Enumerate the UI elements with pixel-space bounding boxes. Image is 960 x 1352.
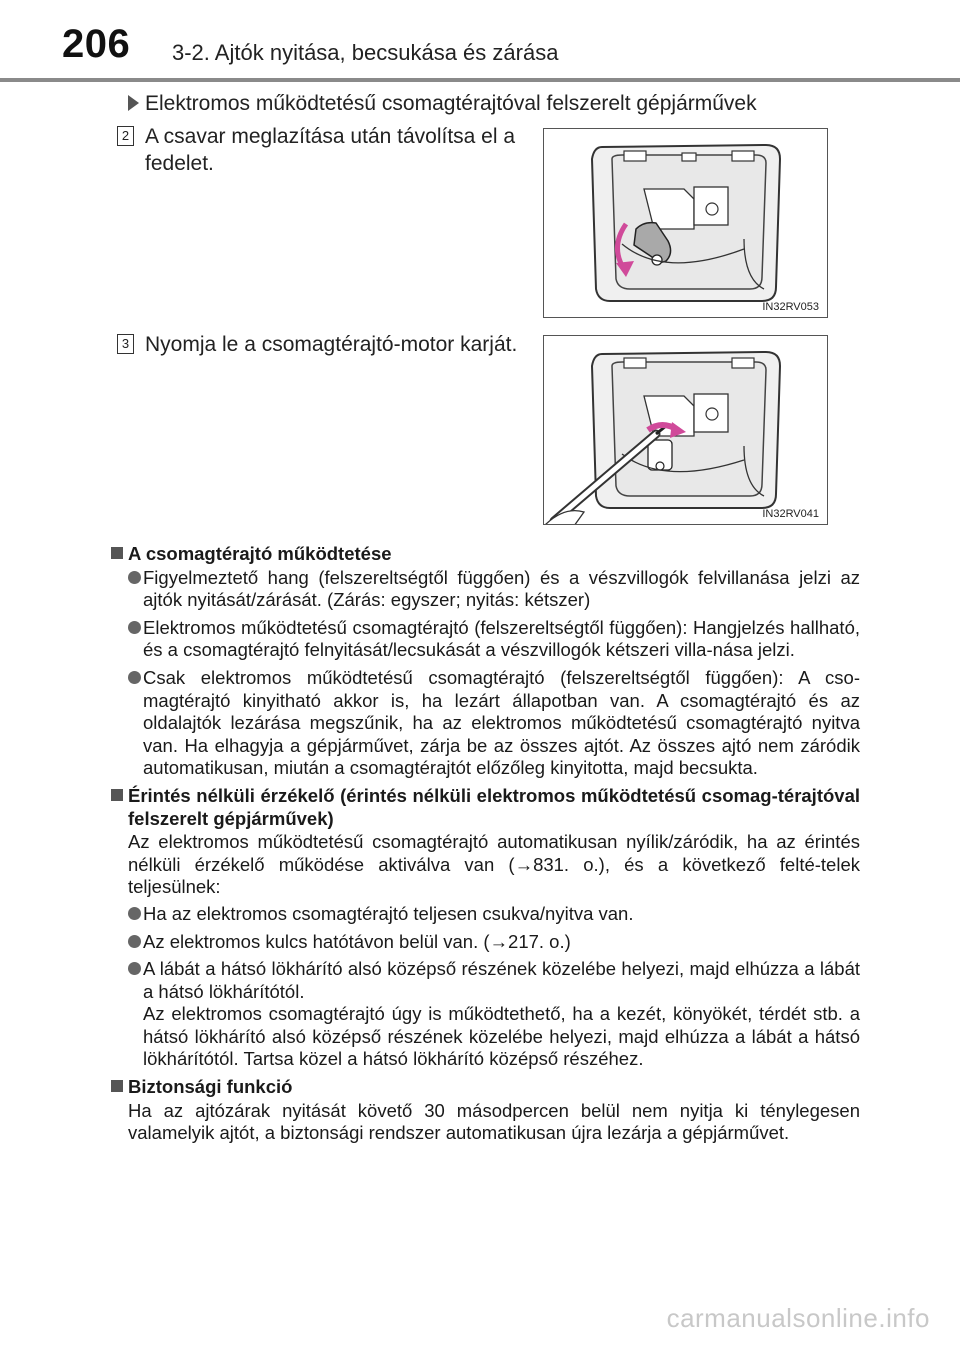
- watermark: carmanualsonline.info: [666, 1303, 930, 1333]
- figure-motor-lever: [543, 335, 828, 525]
- section-heading: Biztonsági funkció: [110, 1076, 860, 1099]
- step-number-badge: 3: [117, 334, 134, 354]
- section-heading: Érintés nélküli érzékelő (érintés nélküli elektromos működtetésű csomag-térajtóval felszerelt gépjárművek): [110, 785, 860, 830]
- bullet-item: Csak elektromos működtetésű csomagtérajtó (felszereltségtől függően): A cso-magtérajtó kinyitható akkor is, ha lezárt állapotban van. A csomagtérajtó és az oldalajtók lezárása megszűnik, ha az elektromos működtetésű csomagtérajtó nyitva van. Ha elhagyja a gépjárművet, zárja be az összes ajtót. Az összes ajtó nem záródik automatikusan, miután a csomagtérajtót előzőleg kinyitotta, majd becsukta.: [110, 667, 860, 780]
- bullet-item: Az elektromos kulcs hatótávon belül van. (→217. o.): [110, 931, 860, 954]
- square-bullet-icon: [111, 547, 123, 559]
- round-bullet-icon: [128, 907, 141, 920]
- round-bullet-icon: [128, 621, 141, 634]
- section-title: 3-2. Ajtók nyitása, becsukása és zárása: [172, 40, 559, 65]
- subheading-text: Elektromos működtetésű csomagtérajtóval felszerelt gépjárművek: [145, 92, 757, 115]
- step-text: A csavar meglazítása után távolítsa el a fedelet.: [145, 125, 516, 175]
- body-content: [110, 543, 860, 1149]
- figure-code: IN32RV053: [762, 301, 819, 313]
- figure-screw-cover: [543, 128, 828, 318]
- round-bullet-icon: [128, 571, 141, 584]
- bullet-item: Elektromos működtetésű csomagtérajtó (felszereltségtől függően): Hangjelzés hallható, és a csomagtérajtó felnyitását/lecsukását a vészvillogók kétszeri villa-nása jelzi.: [110, 617, 860, 662]
- page-number: 206: [62, 22, 131, 66]
- subheading: [128, 92, 757, 116]
- square-bullet-icon: [111, 1080, 123, 1092]
- round-bullet-icon: [128, 671, 141, 684]
- header-divider: [0, 78, 960, 82]
- bullet-item: Figyelmeztető hang (felszereltségtől függően) és a vészvillogók felvillanása jelzi az ajtók nyitását/zárását. (Zárás: egyszer; nyitás: kétszer): [110, 567, 860, 612]
- bullet-item: Ha az elektromos csomagtérajtó teljesen csukva/nyitva van.: [110, 903, 860, 926]
- figure-code: IN32RV041: [762, 508, 819, 520]
- step-number-badge: 2: [117, 126, 134, 146]
- section-heading: A csomagtérajtó működtetése: [110, 543, 860, 566]
- section-intro: Az elektromos működtetésű csomagtérajtó automatikusan nyílik/záródik, ha az érintés nélküli érzékelő működése aktiválva van (→831. o.), és a következő felté-telek teljesülnek:: [128, 831, 860, 898]
- round-bullet-icon: [128, 962, 141, 975]
- illustration-cover-removal: [544, 129, 828, 318]
- illustration-press-lever: [544, 336, 828, 525]
- step-text: Nyomja le a csomagtérajtó-motor karját.: [145, 333, 518, 356]
- square-bullet-icon: [111, 789, 123, 801]
- page-header: [0, 0, 960, 82]
- round-bullet-icon: [128, 935, 141, 948]
- bullet-item: A lábát a hátsó lökhárító alsó középső részének közelébe helyezi, majd elhúzza a lábát a hátsó lökhárítótól.: [110, 958, 860, 1003]
- bullet-continuation: Az elektromos csomagtérajtó úgy is működtethető, ha a kezét, könyökét, térdét stb. a hátsó lökhárító alsó középső részének közelébe helyezi, majd elhúzza a lábát a hátsó lökhárítótól. Tartsa közel a hátsó lökhárító középső részéhez.: [143, 1003, 860, 1070]
- triangle-bullet-icon: [128, 95, 139, 111]
- section-text: Ha az ajtózárak nyitását követő 30 másodpercen belül nem nyitja ki ténylegesen valamelyik ajtót, a biztonsági rendszer automatikusan újra lezárja a gépjárművet.: [128, 1099, 860, 1144]
